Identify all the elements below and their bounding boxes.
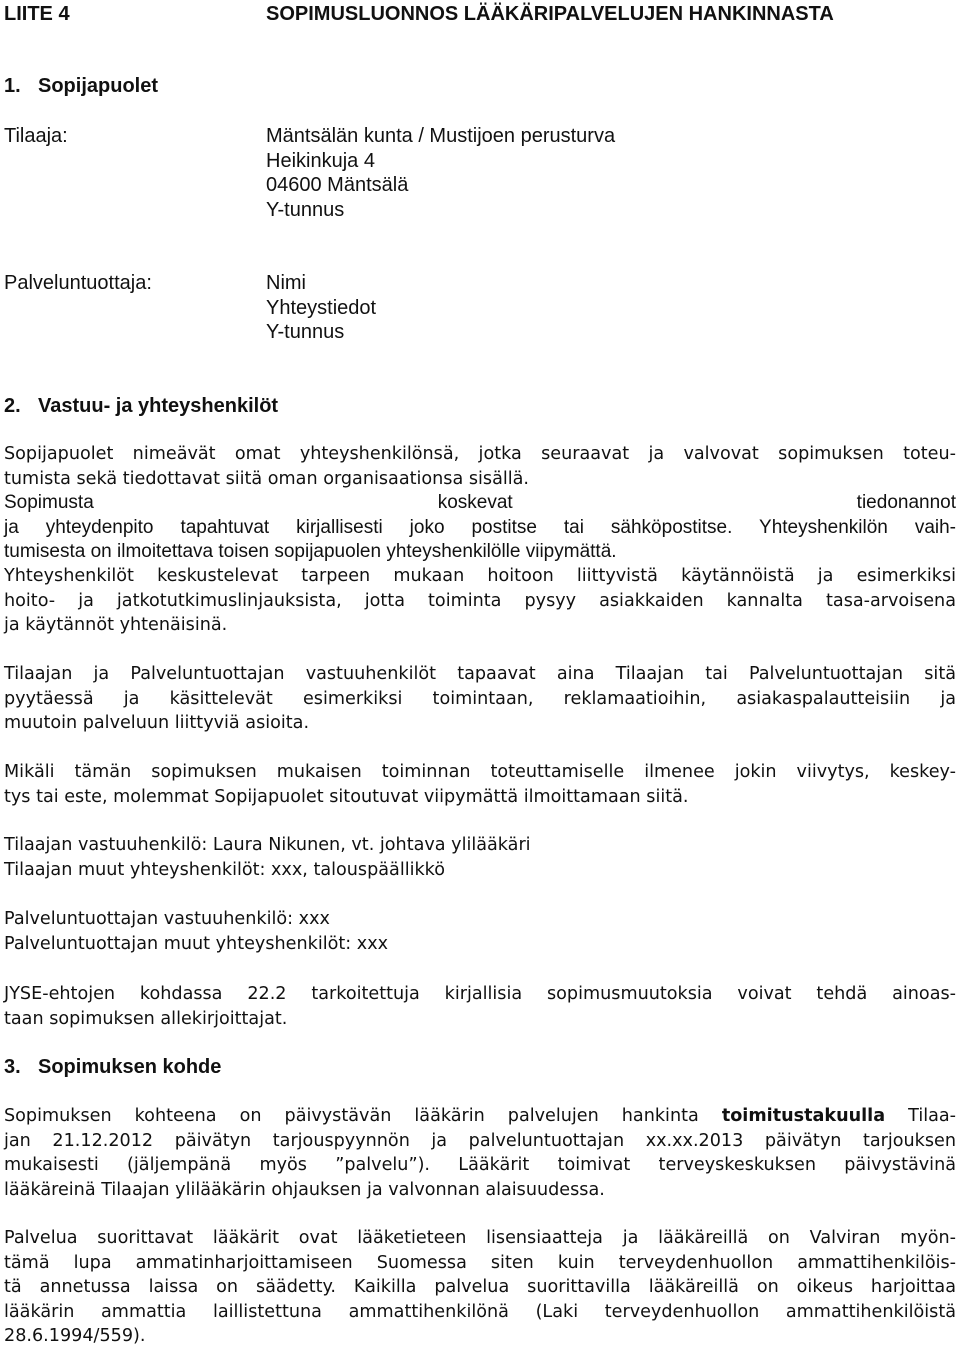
text-line: Sopijapuolet nimeävät omat yhteyshenkilönsä, jotka seuraavat ja valvovat sopimuksen toteu- <box>4 444 956 464</box>
text-line: Yhteyshenkilöt keskustelevat tarpeen mukaan hoitoon liittyvistä käytännöistä ja esimerkiksi <box>4 566 956 586</box>
section-3-heading <box>4 1055 221 1079</box>
emphasis-text: toimitustakuulla <box>721 1106 886 1126</box>
text-line: 28.6.1994/559). <box>4 1326 146 1346</box>
section-2-heading <box>4 394 278 418</box>
text-line: pyytäessä ja käsittelevät esimerkiksi toimintaan, reklamaatioihin, asiakaspalautteisiin ja <box>4 688 956 709</box>
text-line: Sopimuksen kohteena on päivystävän lääkärin palvelujen hankinta toimitustakuulla Tilaa- <box>4 1106 957 1126</box>
address-line: Heikinkuja 4 <box>266 149 375 172</box>
text-line: tumista sekä tiedottavat siitä oman organisaationsa sisällä. <box>4 468 530 489</box>
address-line: 04600 Mäntsälä <box>266 174 409 196</box>
paragraph-contacts <box>4 442 956 565</box>
text-line: lääkäreinä Tilaajan ylilääkärin ohjauksen ja valvonnan alaisuudessa. <box>4 1179 605 1200</box>
section-number: 1. <box>4 75 21 97</box>
section-title: Vastuu- ja yhteyshenkilöt <box>38 395 279 417</box>
text-line: Tilaajan muut yhteyshenkilöt: xxx, talouspäällikkö <box>4 859 446 880</box>
palveluntuottaja-details <box>266 271 376 345</box>
paragraph-jyse <box>4 982 956 1031</box>
paragraph-discussions <box>4 564 956 638</box>
section-1-heading <box>4 74 158 98</box>
text-line: ja käytännöt yhtenäisinä. <box>4 615 228 635</box>
paragraph-doctors <box>4 1226 956 1349</box>
text-line: Palveluntuottajan muut yhteyshenkilöt: xxx <box>4 933 389 954</box>
section-title: Sopijapuolet <box>38 75 158 97</box>
text-line: tys tai este, molemmat Sopijapuolet sitoutuvat viipymättä ilmoittamaan siitä. <box>4 786 689 807</box>
palveluntuottaja-label: Palveluntuottaja: <box>4 272 152 294</box>
detail-line: Y-tunnus <box>266 321 345 343</box>
tilaaja-address <box>266 124 615 222</box>
paragraph-client-contacts <box>4 833 956 882</box>
text-line: Mikäli tämän sopimuksen mukaisen toiminnan toteuttamiselle ilmenee jokin viivytys, keskey- <box>4 762 956 782</box>
section-title: Sopimuksen kohde <box>38 1056 222 1078</box>
address-line: Mäntsälän kunta / Mustijoen perusturva <box>266 125 616 147</box>
text-line: muutoin palveluun liittyviä asioita. <box>4 713 310 733</box>
paragraph-meetings <box>4 662 956 736</box>
text-line: lääkärin ammattia laillistettuna ammattihenkilönä (Laki terveydenhuollon ammattihenkilöistä <box>4 1301 956 1322</box>
detail-line: Nimi <box>266 272 306 294</box>
document-title: SOPIMUSLUONNOS LÄÄKÄRIPALVELUJEN HANKINNASTA <box>266 3 834 25</box>
text-line: Tilaajan vastuuhenkilö: Laura Nikunen, vt. johtava ylilääkäri <box>4 835 531 855</box>
appendix-label: LIITE 4 <box>4 3 70 25</box>
paragraph-subject <box>4 1104 956 1202</box>
detail-line: Yhteystiedot <box>266 296 377 319</box>
text-line: tä annetussa laissa on säädetty. Kaikilla palvelua suorittavilla lääkäreillä on oikeus harjoittaa <box>4 1277 956 1297</box>
text-line: mukaisesti (jäljempänä myös ”palvelu”). Lääkärit toimivat terveyskeskuksen päivystävinä <box>4 1155 956 1175</box>
section-number: 2. <box>4 395 21 417</box>
text-line: taan sopimuksen allekirjoittajat. <box>4 1008 288 1029</box>
text-line: jan 21.12.2012 päivätyn tarjouspyynnön ja palveluntuottajan xx.xx.2013 päivätyn tarjouksen <box>4 1130 956 1151</box>
section-number: 3. <box>4 1056 21 1078</box>
text-line: Sopimusta koskevat tiedonannot <box>4 492 956 513</box>
text-line: tämä lupa ammatinharjoittamiseen Suomessa siten kuin terveydenhuollon ammattihenkilöis- <box>4 1252 956 1273</box>
address-line: Y-tunnus <box>266 198 345 221</box>
text-line: tumisesta on ilmoitettava toisen sopijapuolen yhteyshenkilölle viipymättä. <box>4 541 617 562</box>
paragraph-provider-contacts <box>4 907 956 956</box>
text-line: JYSE-ehtojen kohdassa 22.2 tarkoitettuja kirjallisia sopimusmuutoksia voivat tehdä ainoas- <box>4 984 956 1004</box>
text-line: hoito- ja jatkotutkimuslinjauksista, jotta toiminta pysyy asiakkaiden kannalta tasa-arvoisena <box>4 590 956 611</box>
paragraph-delays <box>4 760 956 809</box>
text-line: ja yhteydenpito tapahtuvat kirjallisesti joko postitse tai sähköpostitse. Yhteyshenkilön vaih- <box>4 516 957 538</box>
text-line: Palvelua suorittavat lääkärit ovat lääketieteen lisensiaatteja ja lääkäreillä on Valviran myön- <box>4 1228 956 1248</box>
tilaaja-label: Tilaaja: <box>4 125 68 147</box>
text-line: Palveluntuottajan vastuuhenkilö: xxx <box>4 909 330 929</box>
text-line: Tilaajan ja Palveluntuottajan vastuuhenkilöt tapaavat aina Tilaajan tai Palveluntuottajan sitä <box>4 664 956 684</box>
